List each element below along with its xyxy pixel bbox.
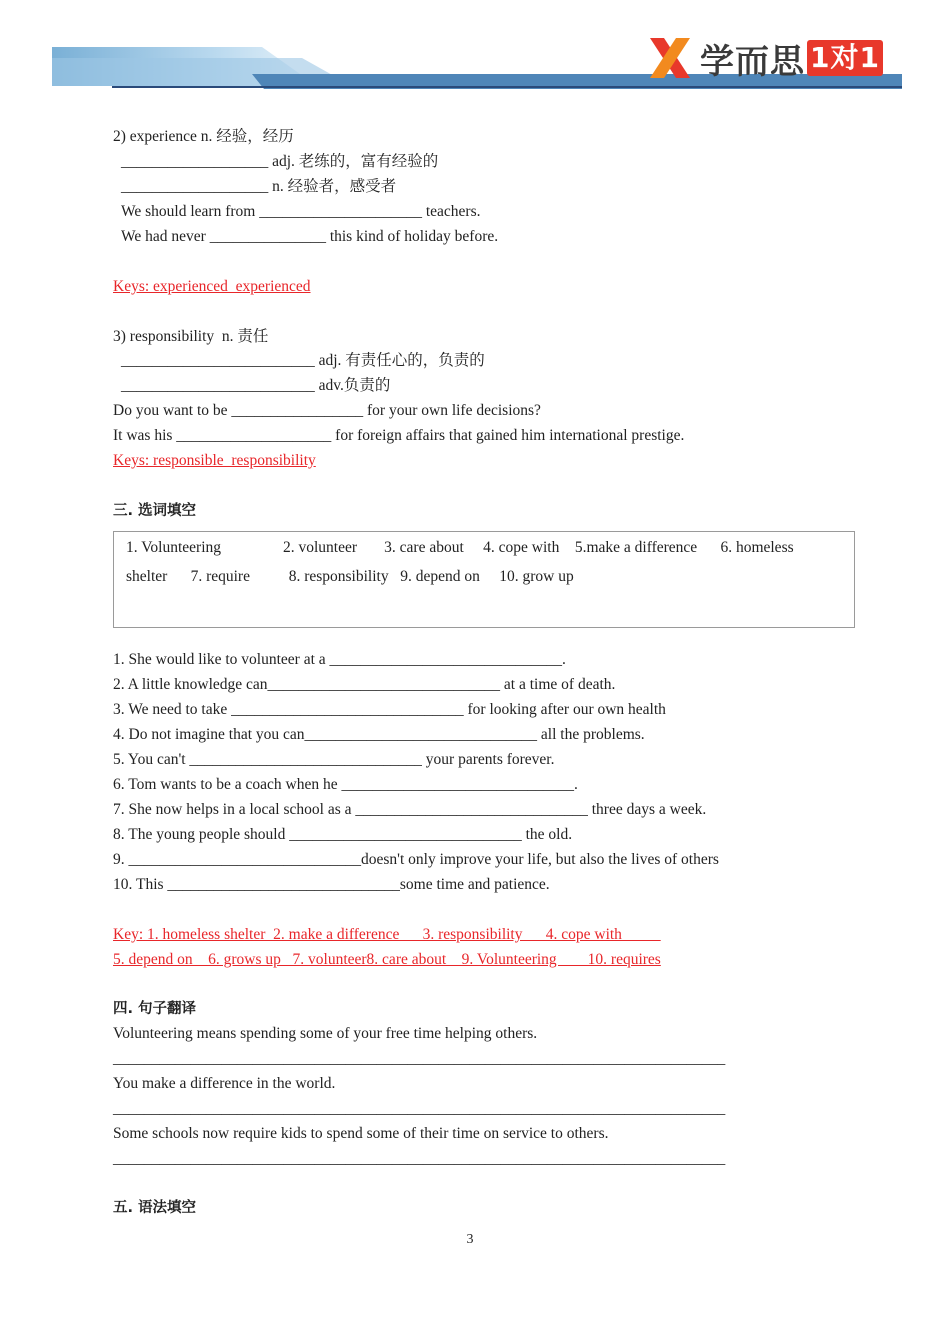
word-bank-line-2: shelter 7. require 8. responsibility 9. depend on 10. grow up: [126, 568, 574, 585]
section-3-key-line-2: 5. depend on 6. grows up 7. volunteer8. care about 9. Volunteering 10. requires: [113, 951, 661, 968]
page-number: 3: [466, 1232, 474, 1247]
item-2-row-3: We should learn from _____________________ teachers.: [121, 203, 481, 220]
question-4: 4. Do not imagine that you can______________________________ all the problems.: [113, 726, 645, 743]
translation-answer-line-1: _______________________________________________________________________________: [113, 1050, 726, 1067]
translation-sentence-2: You make a difference in the world.: [113, 1075, 336, 1092]
section-4-heading: 四. 句子翻译: [113, 1001, 197, 1017]
word-bank-box: [113, 531, 855, 628]
question-5: 5. You can't ______________________________ your parents forever.: [113, 751, 555, 768]
header-rule: [112, 86, 902, 88]
brand-name: 学而思: [700, 41, 805, 82]
question-8: 8. The young people should ______________________________ the old.: [113, 826, 573, 843]
question-3: 3. We need to take ______________________________ for looking after our own health: [113, 701, 666, 718]
word-bank-line-1: 1. Volunteering 2. volunteer 3. care about 4. cope with 5.make a difference 6. homeless: [126, 539, 794, 556]
question-9: 9. ______________________________doesn't only improve your life, but also the lives of others: [113, 851, 719, 868]
item-2-title: 2) experience n. 经验，经历: [113, 128, 294, 145]
item-3-keys: Keys: responsible responsibility: [113, 452, 316, 469]
item-2-row-4: We had never _______________ this kind of holiday before.: [121, 228, 499, 245]
question-10: 10. This ______________________________some time and patience.: [113, 876, 550, 893]
question-1: 1. She would like to volunteer at a ______________________________.: [113, 651, 566, 668]
section-3-key-line-1: Key: 1. homeless shelter 2. make a difference 3. responsibility 4. cope with: [113, 926, 661, 943]
question-7: 7. She now helps in a local school as a ______________________________ three days a week.: [113, 801, 707, 818]
translation-answer-line-2: _______________________________________________________________________________: [113, 1100, 726, 1117]
brand-badge: 1对1: [807, 40, 883, 76]
item-2-row-1: ___________________ adj. 老练的，富有经验的: [121, 153, 439, 170]
brand-x-icon: [648, 36, 692, 80]
brand-logo: [648, 36, 883, 80]
section-3-heading: 三. 选词填空: [113, 503, 197, 519]
section-5-heading: 五. 语法填空: [113, 1200, 197, 1216]
translation-answer-line-3: _______________________________________________________________________________: [113, 1150, 726, 1167]
item-2-keys: Keys: experienced experienced: [113, 278, 311, 295]
item-3-row-1: _________________________ adj. 有责任心的，负责的: [121, 352, 485, 369]
item-3-title: 3) responsibility n. 责任: [113, 328, 269, 345]
question-6: 6. Tom wants to be a coach when he ______________________________.: [113, 776, 578, 793]
question-2: 2. A little knowledge can______________________________ at a time of death.: [113, 676, 616, 693]
item-3-sentence-2: It was his ____________________ for foreign affairs that gained him international prestige.: [113, 427, 685, 444]
item-3-row-2: _________________________ adv.负责的: [121, 377, 391, 394]
translation-sentence-3: Some schools now require kids to spend some of their time on service to others.: [113, 1125, 609, 1142]
item-3-sentence-1: Do you want to be _________________ for your own life decisions?: [113, 402, 541, 419]
item-2-row-2: ___________________ n. 经验者，感受者: [121, 178, 397, 195]
translation-sentence-1: Volunteering means spending some of your free time helping others.: [113, 1025, 538, 1042]
